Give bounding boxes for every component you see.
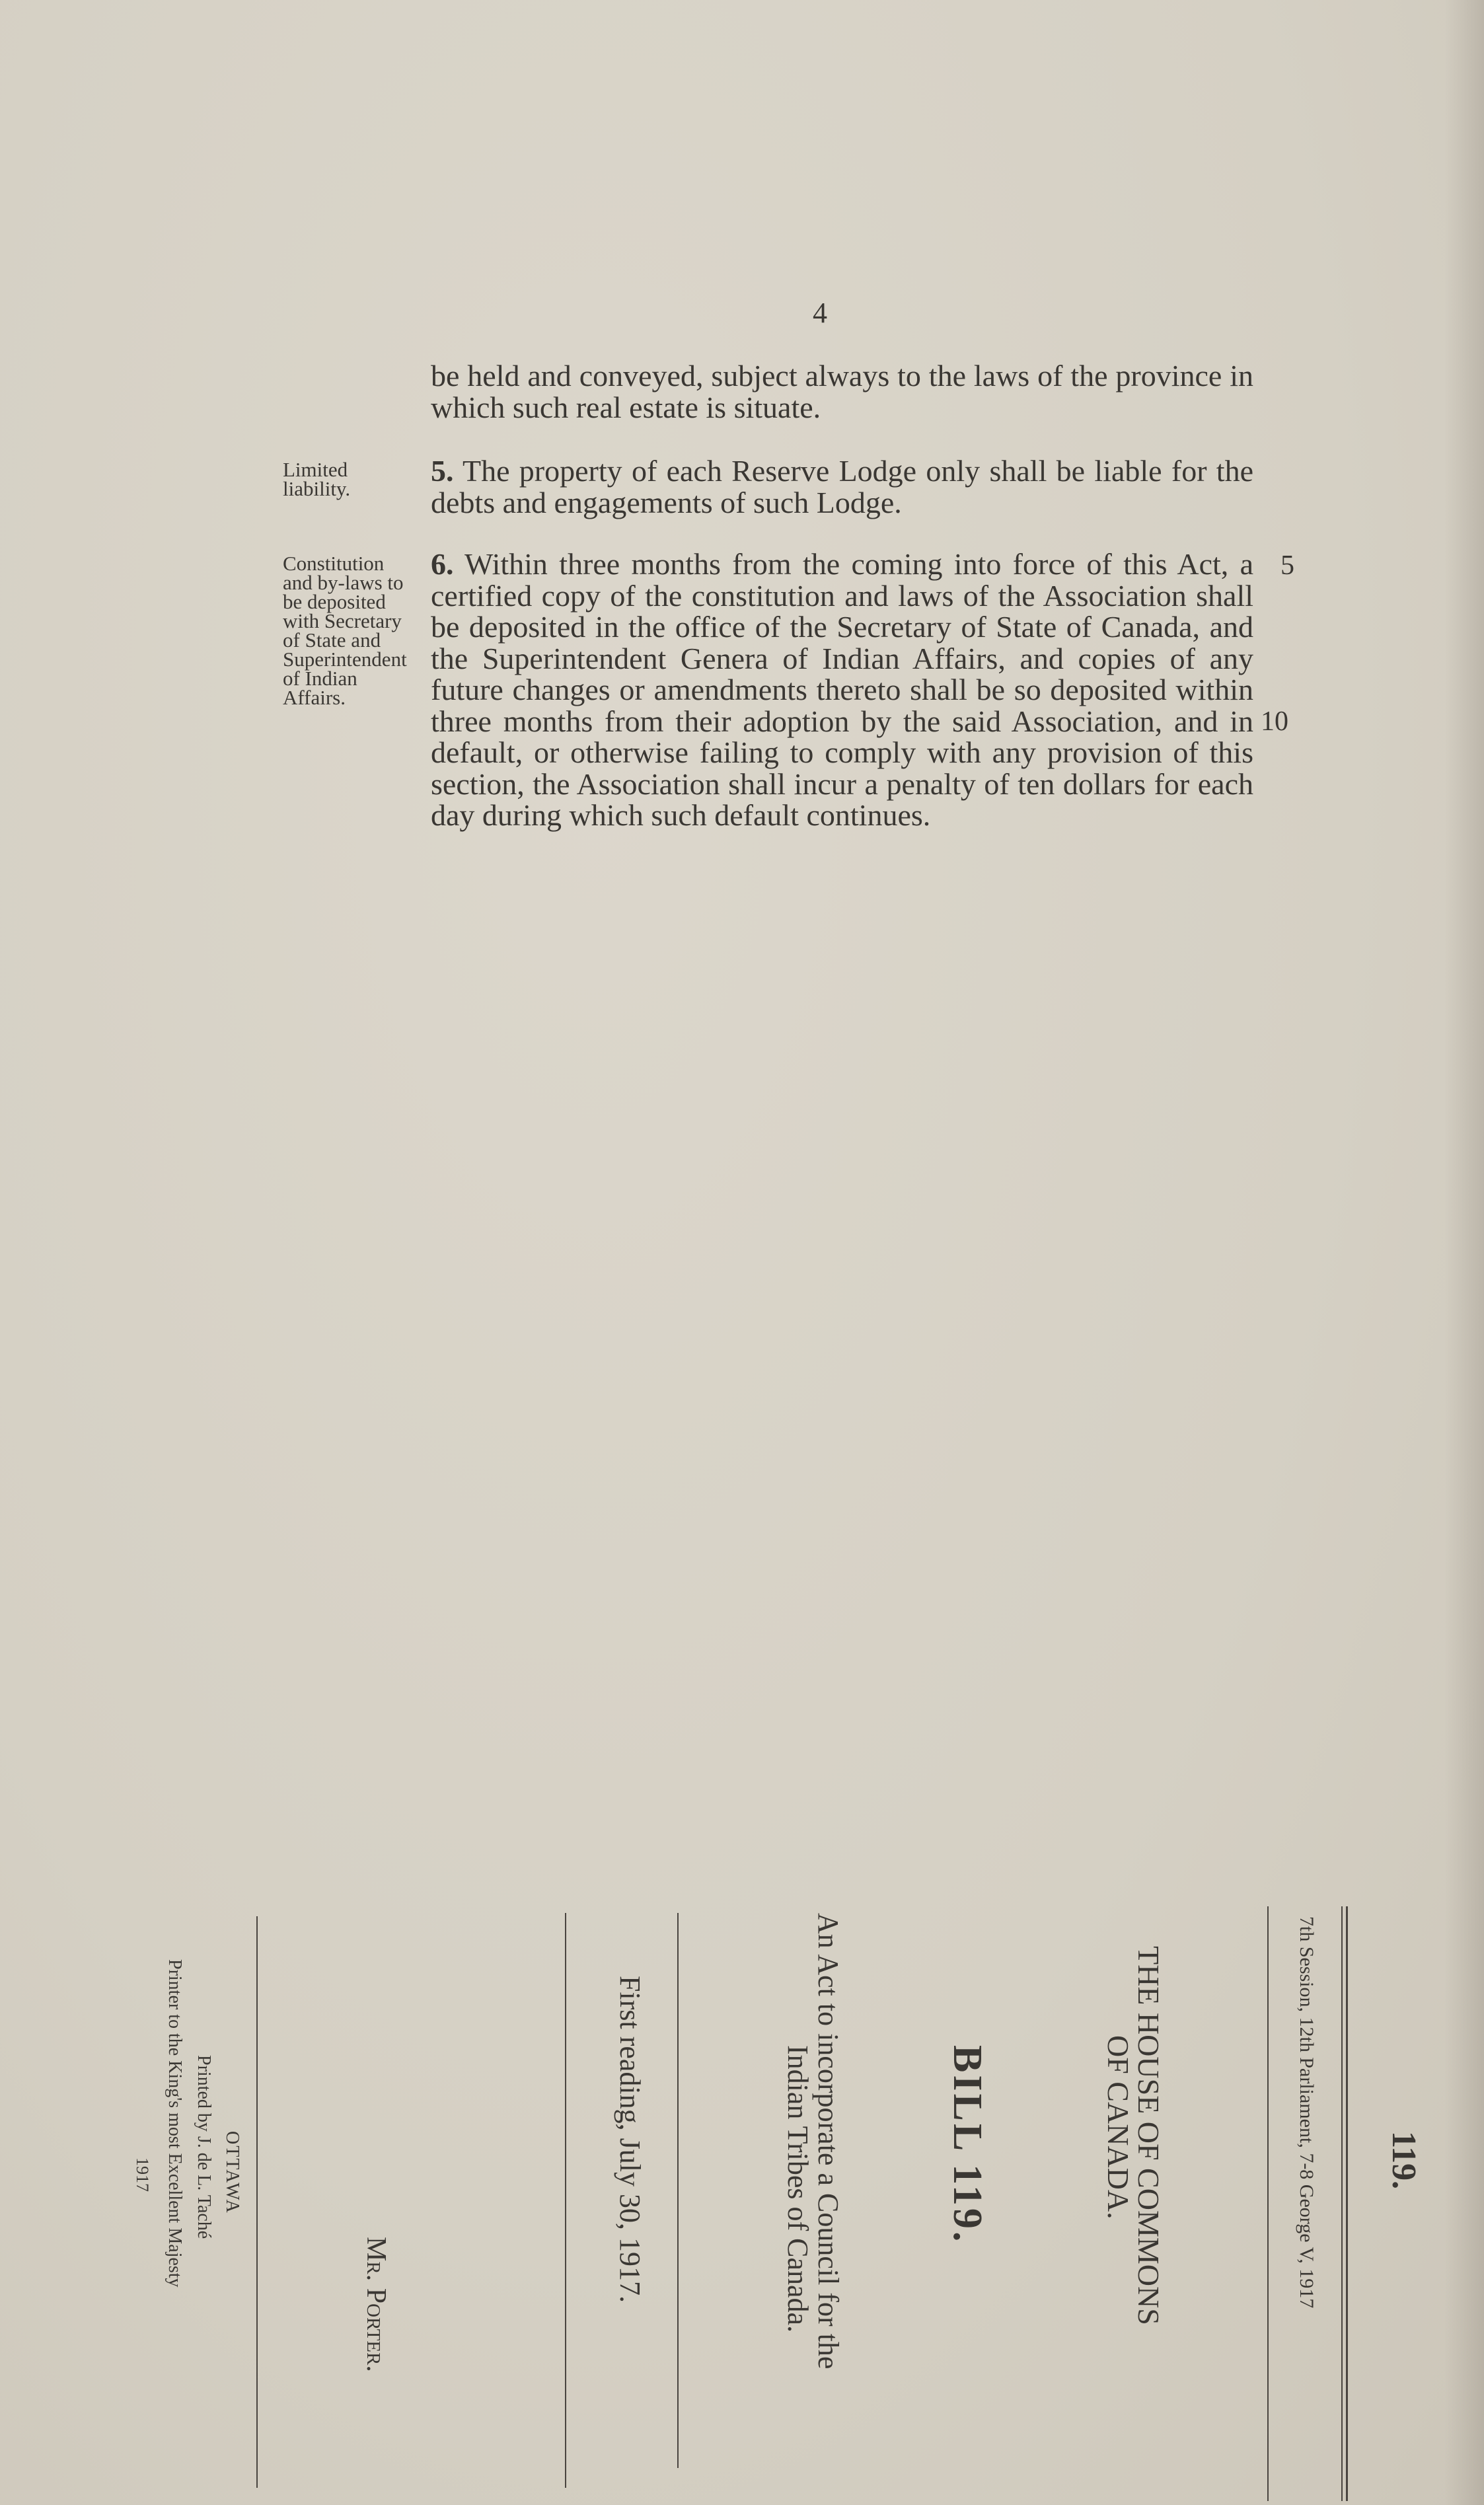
paragraph-continuation bbox=[431, 360, 1253, 423]
cover-rule-2 bbox=[1267, 1906, 1269, 2501]
marginal-note-constitution: Constitution and by-laws to be deposited with Secretary of State and Superintendent of Indian Affairs. bbox=[283, 552, 407, 709]
cover-bill-title: BILL 119. bbox=[945, 2045, 990, 2245]
page-edge-shadow bbox=[1444, 0, 1484, 2505]
cover-place: OTTAWA bbox=[222, 2131, 242, 2214]
section-number: 6. bbox=[431, 547, 454, 581]
section-text: The property of each Reserve Lodge only shall be liable for the debts and engagements of such Lodge. bbox=[431, 454, 1254, 519]
section-number: 5. bbox=[431, 454, 454, 488]
line-number-5: 5 bbox=[1280, 550, 1294, 581]
cover-year: 1917 bbox=[133, 2157, 152, 2192]
cover-first-reading: First reading, July 30, 1917. bbox=[614, 1976, 646, 2303]
cover-session: 7th Session, 12th Parliament, 7-8 George V, 1917 bbox=[1296, 1916, 1317, 2309]
page-number: 4 bbox=[813, 297, 827, 329]
cover-printer-line2: Printer to the King's most Excellent Majesty bbox=[165, 1959, 185, 2288]
cover-act-line1: An Act to incorporate a Council for the bbox=[812, 1913, 844, 2370]
cover-sponsor: Mr. Porter. bbox=[361, 2237, 391, 2372]
cover-rule-5 bbox=[256, 1916, 258, 2488]
cover-act-line2: Indian Tribes of Canada. bbox=[782, 2045, 814, 2333]
cover-rule-4 bbox=[565, 1913, 566, 2488]
cover-bill-number: 119. bbox=[1385, 2131, 1423, 2190]
section-text: Within three months from the coming into force of this Act, a certified copy of the constitution and laws of the Association shall be deposited in the office of the Secretary of State of Canada, and the Superintendent Genera of Indian Affairs, and copies of any future changes or amendments thereto shall be so deposited within three months from their adoption by the said Association, and in default, or otherwise failing to comply with any provision of this section, the Association shall incur a penalty of ten dollars for each day during which such default continues. bbox=[431, 547, 1254, 832]
marginal-note-limited-liability: Limited liability. bbox=[283, 458, 351, 500]
cover-rule-top-2 bbox=[1341, 1906, 1343, 2501]
cover-house-line2: OF CANADA. bbox=[1101, 2035, 1135, 2220]
section-5 bbox=[431, 455, 1253, 518]
paragraph-text: be held and conveyed, subject always to the laws of the province in which such real estate is situate. bbox=[431, 359, 1253, 424]
line-number-10: 10 bbox=[1261, 706, 1288, 737]
cover-printer-line1: Printed by J. de L. Taché bbox=[194, 2055, 214, 2239]
cover-rule-top-1 bbox=[1346, 1906, 1348, 2501]
cover-rule-3 bbox=[677, 1913, 679, 2468]
section-6 bbox=[431, 548, 1253, 831]
cover-house-line1: THE HOUSE OF COMMONS bbox=[1132, 1946, 1166, 2325]
